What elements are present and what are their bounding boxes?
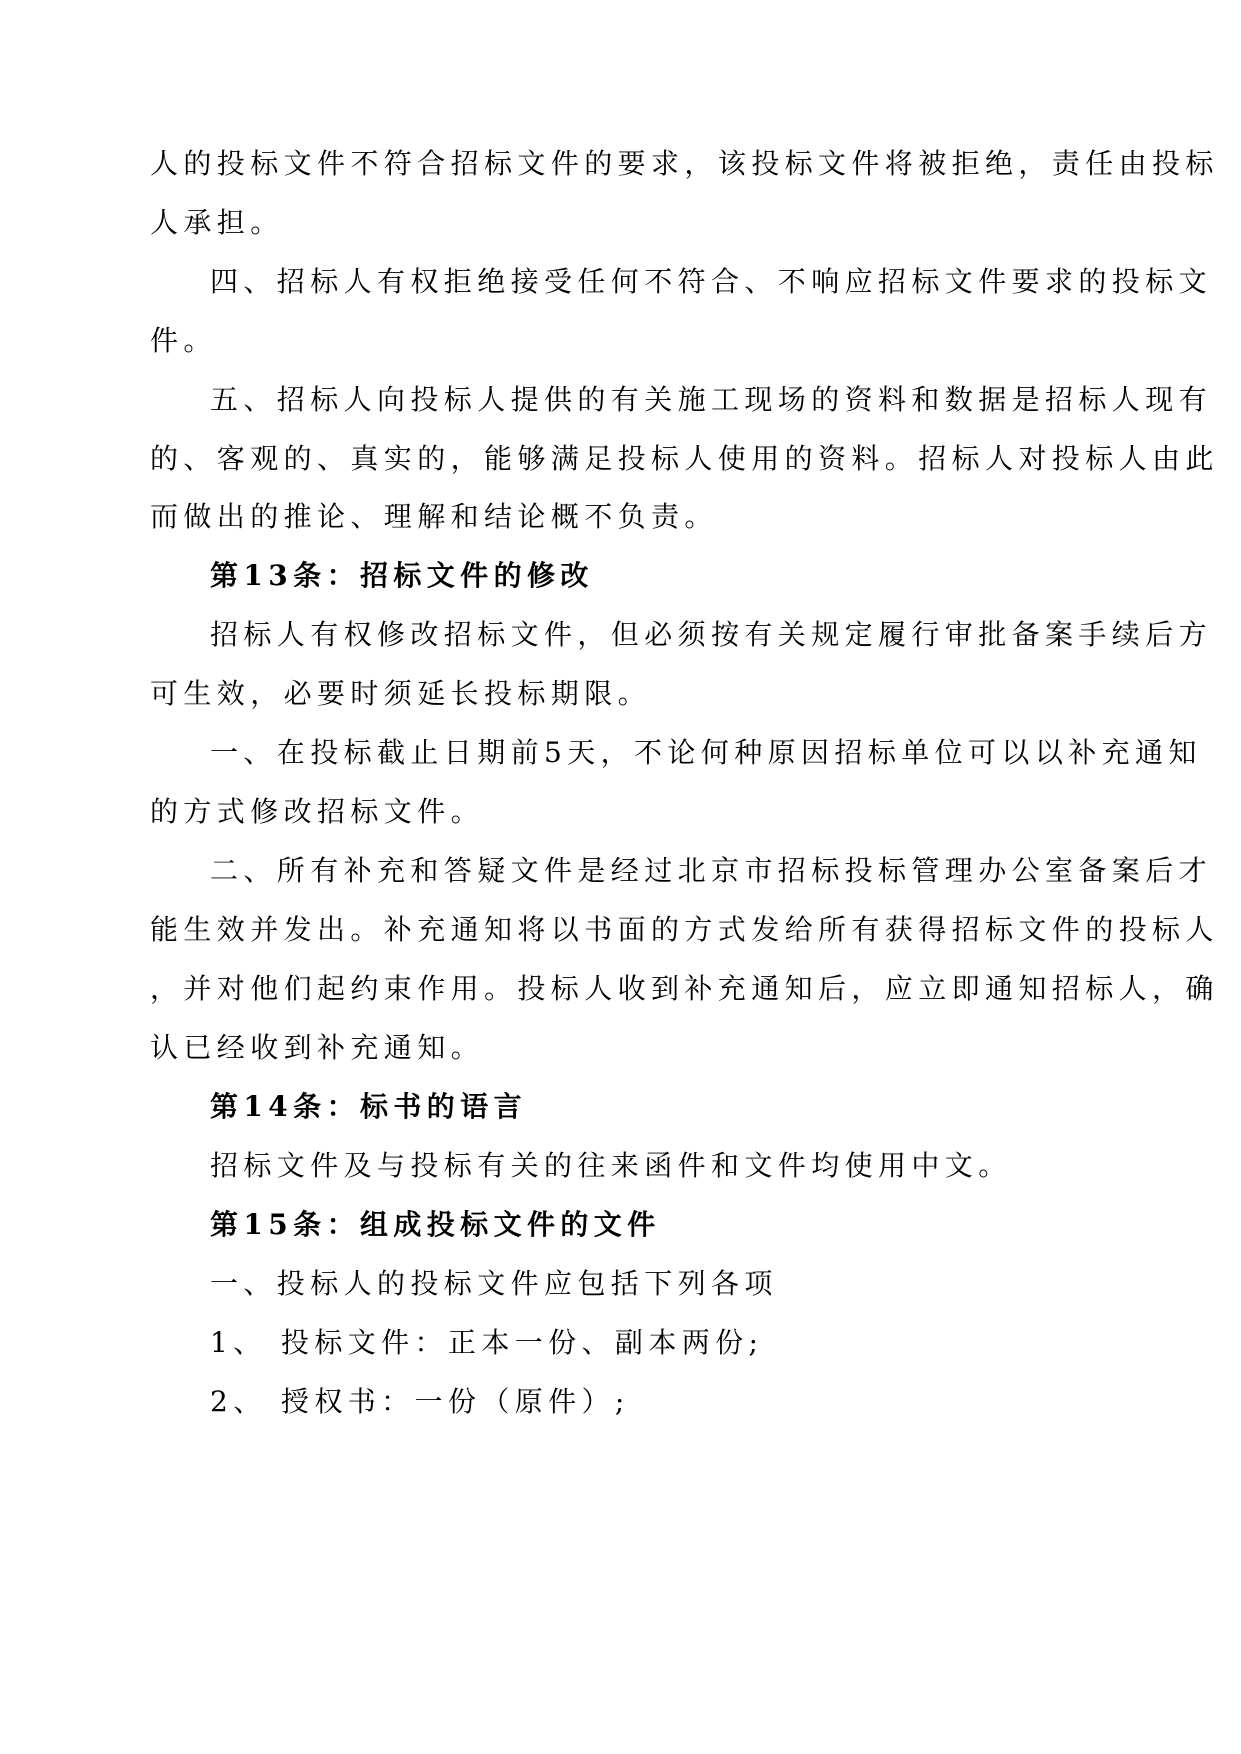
list-item: 1、 投标文件：正本一份、副本两份; (210, 1326, 764, 1359)
paragraph-line: 可生效，必要时须延长投标期限。 (150, 677, 652, 710)
paragraph-line: 人的投标文件不符合招标文件的要求，该投标文件将被拒绝，责任由投标 (150, 147, 1219, 180)
paragraph-line: 能生效并发出。补充通知将以书面的方式发给所有获得招标文件的投标人 (150, 913, 1219, 946)
paragraph-line: 人承担。 (150, 206, 284, 239)
paragraph-line: ，并对他们起约束作用。投标人收到补充通知后，应立即通知招标人，确 (150, 972, 1219, 1005)
paragraph-line: 的方式修改招标文件。 (150, 795, 485, 828)
section-heading: 第15条：组成投标文件的文件 (210, 1208, 661, 1241)
paragraph-line: 认已经收到补充通知。 (150, 1031, 485, 1064)
paragraph-line: 招标人有权修改招标文件，但必须按有关规定履行审批备案手续后方 (210, 618, 1213, 651)
paragraph-line: 四、招标人有权拒绝接受任何不符合、不响应招标文件要求的投标文 (210, 265, 1213, 298)
paragraph-line: 而做出的推论、理解和结论概不负责。 (150, 500, 718, 533)
section-heading: 第14条：标书的语言 (210, 1090, 527, 1123)
paragraph-line: 一、投标人的投标文件应包括下列各项 (210, 1267, 778, 1300)
list-item: 2、 授权书：一份（原件）; (210, 1385, 630, 1418)
paragraph-line: 一、在投标截止日期前5天，不论何种原因招标单位可以以补充通知 (210, 736, 1202, 769)
section-heading: 第13条：招标文件的修改 (210, 559, 594, 592)
paragraph-line: 件。 (150, 324, 217, 357)
paragraph-line: 招标文件及与投标有关的往来函件和文件均使用中文。 (210, 1149, 1012, 1182)
paragraph-line: 五、招标人向投标人提供的有关施工现场的资料和数据是招标人现有 (210, 383, 1213, 416)
paragraph-line: 二、所有补充和答疑文件是经过北京市招标投标管理办公室备案后才 (210, 854, 1213, 887)
paragraph-line: 的、客观的、真实的，能够满足投标人使用的资料。招标人对投标人由此 (150, 442, 1219, 475)
